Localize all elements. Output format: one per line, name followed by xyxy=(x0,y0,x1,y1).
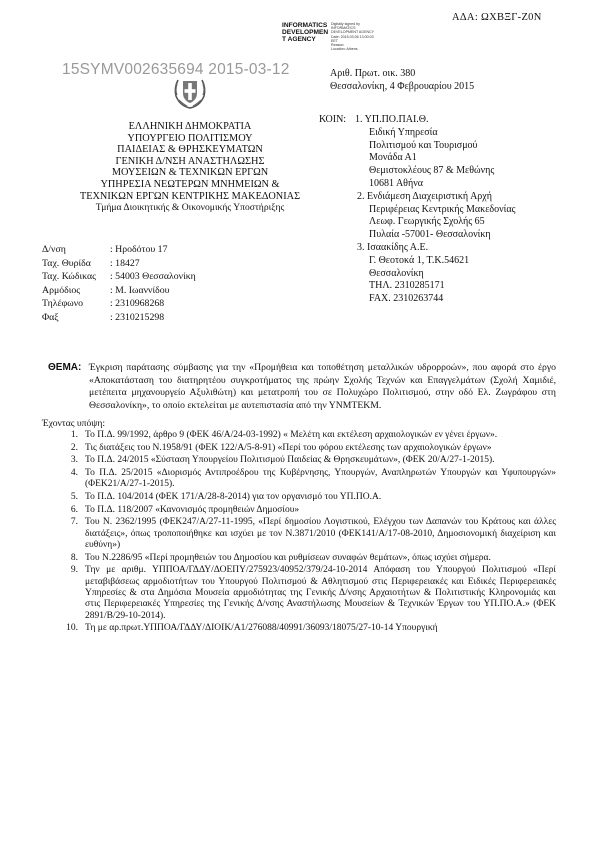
recipient-line: Πολιτισμού και Τουρισμού xyxy=(369,139,478,151)
contact-value: : 18427 xyxy=(110,257,140,269)
having-in-view-heading: Έχοντας υπόψη: xyxy=(42,418,105,429)
subject-text: Έγκριση παράτασης σύμβασης για την «Προμήθεια και τοποθέτηση μεταλλικών υδρορροών», που αφορά στο έργο «Αποκατάσταση του διατηρητέου συγκροτήματος της πρώην Σχολής Τεχνών και Επαγγελμάτων (Σχολή Χαμιδιέ, μετέπειτα μηχανουργείο Αξυλιθώτη) και μετατροπή του σε Πολυχώρο Πολιτισμού, στην οδό Ελ. Ζωγράφου στη Θεσσαλονίκη», το οποίο εκτελείται με αυτεπιστασία από την ΥΝΜΤΕΚΜ. xyxy=(89,362,556,411)
ada-code: ΑΔΑ: ΩΧΒΞΓ-Ζ0Ν xyxy=(452,12,542,23)
list-item xyxy=(42,455,556,466)
stamp-title xyxy=(282,22,330,44)
item-text: Τη με αρ.πρωτ.ΥΠΠΟΑ/ΓΔΔΥ/ΔΙΟΙΚ/Α1/276088/40991/36093/18075/27-10-14 Υπουργική xyxy=(85,623,438,634)
stamp-title-line: DEVELOPMEN xyxy=(282,29,329,37)
list-item xyxy=(42,553,556,564)
recipient-line: ΤΗΛ. 2310285171 xyxy=(369,280,445,292)
stamp-detail-line: INFORMATICS xyxy=(331,26,356,31)
authority-line: ΠΑΙΔΕΙΑΣ & ΘΡΗΣΚΕΥΜΑΤΩΝ xyxy=(117,144,263,156)
recipient-line: Λεωφ. Γεωργικής Σχολής 65 xyxy=(369,216,485,228)
issuing-authority xyxy=(30,121,350,214)
item-text: Το Π.Δ. 104/2014 (ΦΕΚ 171/Α/28-8-2014) για τον οργανισμό του ΥΠ.ΠΟ.Α. xyxy=(85,492,382,503)
stamp-detail-line: Digitally signed by xyxy=(331,22,360,26)
contact-label: Τηλέφωνο xyxy=(42,298,84,310)
authority-line: ΕΛΛΗΝΙΚΗ ΔΗΜΟΚΡΑΤΙΑ xyxy=(128,121,252,132)
item-text: Τις διατάξεις του Ν.1958/91 (ΦΕΚ 122/Α/5-8-91) «Περί του φόρου εκτέλεσης των αρχαιολογικών έργων» xyxy=(85,442,492,453)
recipient-3 xyxy=(319,242,579,255)
contact-label: Φαξ xyxy=(42,311,59,323)
contact-value: : 2310215298 xyxy=(110,311,165,323)
recipient-line: Μονάδα Α1 xyxy=(369,152,417,164)
stamp-detail-line: Reason: xyxy=(331,43,345,48)
recipient-number: 3. xyxy=(357,241,365,253)
contact-label: Ταχ. Κώδικας xyxy=(42,271,96,283)
stamp-detail-line: EET xyxy=(331,38,338,43)
authority-line: ΜΟΥΣΕΙΩΝ & ΤΕΧΝΙΚΩΝ ΕΡΓΩΝ xyxy=(111,167,269,179)
contact-row xyxy=(42,257,196,271)
recipient-line: Ενδιάμεση Διαχειριστική Αρχή xyxy=(367,190,492,202)
item-text: Το Π.Δ. 24/2015 «Σύσταση Υπουργείου Πολιτισμού Παιδείας & Θρησκευμάτων», (ΦΕΚ 20/Α/27-1-2015). xyxy=(85,455,495,466)
contact-label: Δ/νση xyxy=(42,244,66,255)
list-item xyxy=(42,492,556,503)
item-number: 4. xyxy=(70,468,78,479)
contact-details xyxy=(42,243,196,325)
contact-label: Αρμόδιος xyxy=(42,284,81,296)
recipient-line: FAX. 2310263744 xyxy=(369,293,444,305)
stamp-detail-line: Date: 2015.03.06 13:00:03 xyxy=(331,34,374,39)
authority-line: ΥΠΗΡΕΣΙΑ ΝΕΩΤΕΡΩΝ ΜΝΗΜΕΙΩΝ & xyxy=(100,178,280,190)
contact-value: : 2310968268 xyxy=(110,298,165,310)
contact-value: : 54003 Θεσσαλονίκη xyxy=(110,271,196,283)
list-item xyxy=(42,430,556,441)
contact-value: : Μ. Ιωαννίδου xyxy=(110,284,170,296)
list-item xyxy=(42,623,556,634)
recipient-1 xyxy=(319,114,579,127)
contact-row xyxy=(42,243,196,257)
recipient-line: Ισαακίδης Α.Ε. xyxy=(367,241,429,253)
item-text: Το Π.Δ. 99/1992, άρθρο 9 (ΦΕΚ 46/Α/24-03-1992) « Μελέτη και εκτέλεση αρχαιολογικών εν γένει έργων». xyxy=(85,430,498,440)
item-number: 10. xyxy=(66,623,78,634)
koin-label: ΚΟΙΝ: xyxy=(319,114,347,125)
item-number: 8. xyxy=(70,552,78,563)
list-item xyxy=(42,565,556,621)
recipient-line: Ειδική Υπηρεσία xyxy=(369,126,438,138)
digital-signature-stamp xyxy=(282,22,402,52)
list-item xyxy=(42,517,556,551)
stamp-title-line: INFORMATICS xyxy=(282,22,328,29)
item-text: Το Π.Δ. 25/2015 «Διορισμός Αντιπροέδρου της Κυβέρνησης, Υπουργών, Αναπληρωτών Υπουργών και Υφυπουργών» (ΦΕΚ21/Α/27-1-2015). xyxy=(85,468,556,490)
authority-line: ΥΠΟΥΡΓΕΙΟ ΠΟΛΙΤΙΣΜΟΥ xyxy=(127,132,253,144)
authority-line: ΓΕΝΙΚΗ Δ/ΝΣΗ ΑΝΑΣΤΗΛΩΣΗΣ xyxy=(115,155,265,167)
item-number: 7. xyxy=(70,517,78,528)
recipient-line: 10681 Αθήνα xyxy=(369,177,423,189)
recipient-line: Γ. Θεοτοκά 1, Τ.Κ.54621 xyxy=(369,254,470,266)
subject-label: ΘΕΜΑ: xyxy=(48,362,82,373)
protocol-number: Αριθ. Πρωτ. οικ. 380 xyxy=(330,68,416,79)
item-text: Το Π.Δ. 118/2007 «Κανονισμός προμηθειών Δημοσίου» xyxy=(85,504,300,515)
greek-coat-of-arms-emblem xyxy=(172,76,208,110)
stamp-detail-line: Location: Athens xyxy=(331,47,358,52)
recipient-line: Πυλαία -57001- Θεσσαλονίκη xyxy=(369,229,491,241)
list-item xyxy=(42,443,556,454)
item-number: 5. xyxy=(70,492,78,503)
recipient-number: 2. xyxy=(357,190,365,202)
reference-block xyxy=(330,67,474,93)
stamp-details xyxy=(331,22,403,51)
item-number: 1. xyxy=(70,430,78,440)
koin-recipients xyxy=(319,114,579,306)
authority-department: Τμήμα Διοικητικής & Οικονομικής Υποστήριξης xyxy=(95,202,285,214)
contact-row xyxy=(42,297,196,311)
recipient-line: ΥΠ.ΠΟ.ΠΑΙ.Θ. xyxy=(364,114,429,125)
item-text: Την με αριθμ. ΥΠΠΟΑ/ΓΔΔΥ/ΔΟΕΠΥ/275923/40952/379/24-10-2014 Απόφαση του Υπουργού Πολιτισμού «Περί μεταβιβάσεως αρμοδιοτήτων του Υπουργού Πολιτισμού & Αθλητισμού στις Περιφερειακές και Ειδικές Περιφερειακές Υπηρεσίες & στα Δημόσια Μουσεία αρμοδιότητας της Γενικής Δ/νσης Αρχαιοτήτων & Πολιτιστικής Κληρονομιάς και στις Περιφερειακές Υπηρεσίες της Γενικής Δ/νσης Αναστήλωσης Μουσείων & Τεχνικών Έργων του ΥΠ.ΠΟ.Α.» (ΦΕΚ 2891/Β/29-10-2014). xyxy=(85,565,556,621)
item-number: 6. xyxy=(70,504,78,515)
contact-row xyxy=(42,270,196,284)
contact-row xyxy=(42,311,196,325)
contact-label: Ταχ. Θυρίδα xyxy=(42,257,91,269)
contact-value: : Ηροδότου 17 xyxy=(110,244,168,255)
list-item xyxy=(42,505,556,516)
stamp-title-line: T AGENCY xyxy=(282,36,316,44)
item-text: Του Ν.2286/95 «Περί προμηθειών του Δημοσίου και ρυθμίσεων συναφών θεμάτων», όπως ισχύει σήμερα. xyxy=(85,552,491,563)
item-text: Του Ν. 2362/1995 (ΦΕΚ247/Α/27-11-1995, «Περί δημοσίου Λογιστικού, Ελέγχου των Δαπανών του Κράτους και άλλες διατάξεις», όπως τροποποιήθηκε και ισχύει με τον Ν.3871/2010 (ΦΕΚ141/Α/17-08-2010, Δημοσιονομική διαχείριση και ευθύνη») xyxy=(85,517,556,551)
place-date: Θεσσαλονίκη, 4 Φεβρουαρίου 2015 xyxy=(330,81,475,92)
item-number: 9. xyxy=(70,565,78,576)
recipient-2 xyxy=(319,191,579,204)
authority-line: ΤΕΧΝΙΚΩΝ ΕΡΓΩΝ ΚΕΝΤΡΙΚΗΣ ΜΑΚΕΔΟΝΙΑΣ xyxy=(79,190,301,202)
recipient-line: Περιφέρειας Κεντρικής Μακεδονίας xyxy=(369,203,516,215)
recipient-line: Θεσσαλονίκη xyxy=(369,267,424,279)
item-number: 3. xyxy=(70,455,78,466)
list-item xyxy=(42,468,556,491)
recipient-number: 1. xyxy=(355,114,363,125)
item-number: 2. xyxy=(70,442,78,453)
contact-row xyxy=(42,284,196,298)
recipient-line: Θεμιστοκλέους 87 & Μεθώνης xyxy=(369,165,495,177)
subject-block xyxy=(48,362,556,412)
document-watermark: 15SYMV002635694 2015-03-12 xyxy=(62,61,290,78)
stamp-detail-line: DEVELOPMENT AGENCY xyxy=(331,30,375,35)
considerations-list xyxy=(42,430,556,636)
